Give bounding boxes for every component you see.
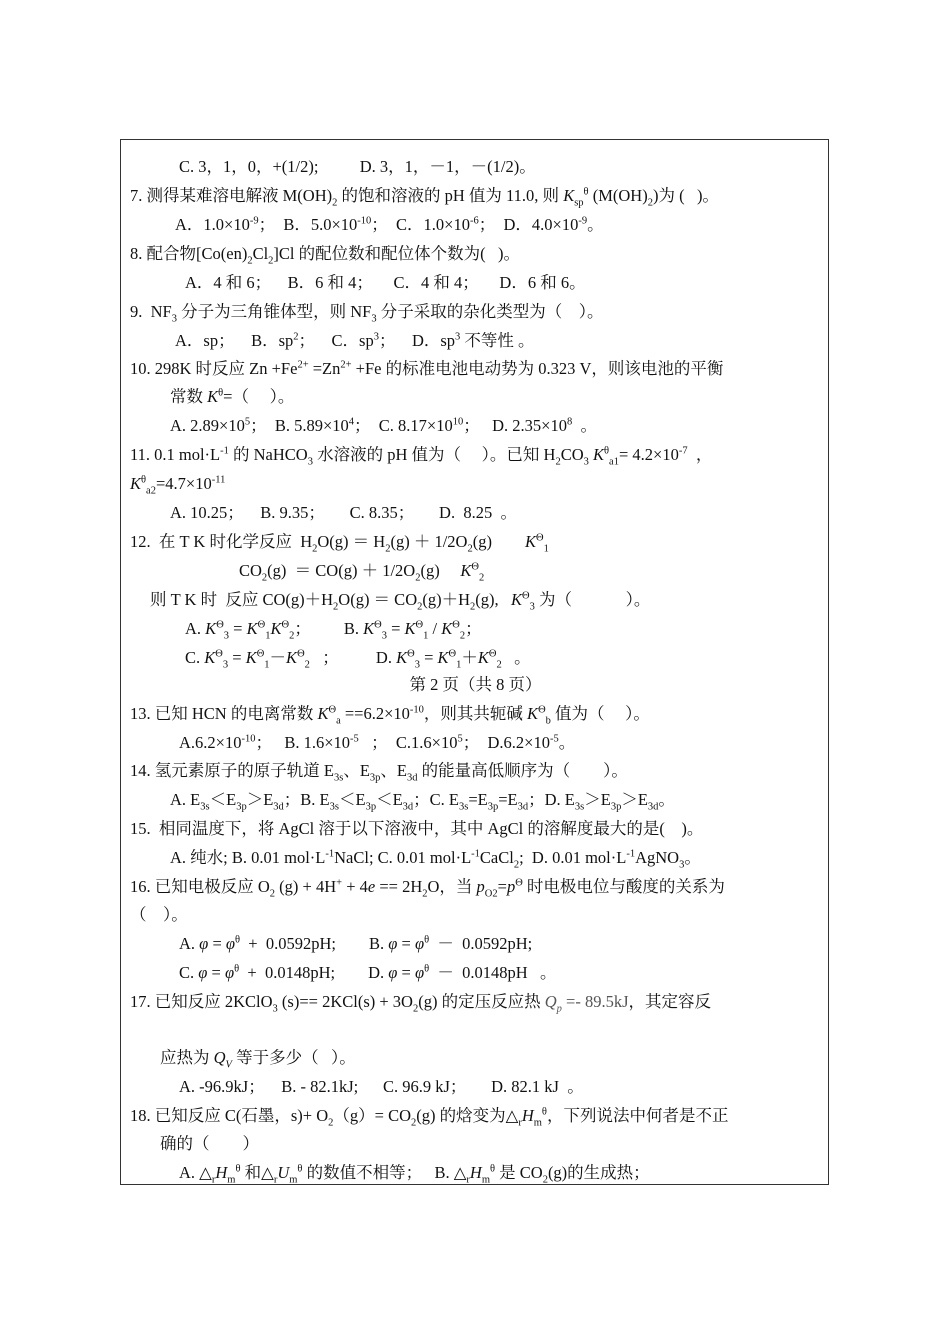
line-q8-options: A．4 和 6； B．6 和 4； C．4 和 4； D．6 和 6。: [185, 273, 586, 292]
line-q16-options-ab: A. $\varphi = \varphi^\theta + 0.0592pH$; B. $\varphi = \varphi^\theta - 0.0592pH$;: [179, 934, 533, 953]
line-q16-options-cd: C. $\varphi = \varphi^\theta + 0.0148pH$; D. $\varphi = \varphi^\theta - 0.0148pH$ 。: [179, 963, 557, 982]
line-q9-options: A．sp； B．$sp^2$； C．$sp^3$； D．$sp^3$ 不等性 。: [175, 331, 535, 350]
question-frame: [120, 139, 829, 1185]
line-q7-options: A．$1.0\times 10^{-9}$； B．$5.0\times 10^{-10}$； C．$1.0\times 10^{-6}$； D．$4.0\times 10^{-9}$。: [175, 215, 604, 234]
line-q17-options: A. -96.9kJ； B. - 82.1kJ; C. 96.9 kJ； D. 82.1 kJ 。: [179, 1077, 584, 1096]
line-q14-options: A. $E_{3s}<E_{3p}>E_{3d}$；B. $E_{3s}<E_{3p}<E_{3d}$；C. $E_{3s}=E_{3p}=E_{3d}$；D. $E_{3s}>E_{3p}>E_{3d}$。: [170, 790, 675, 813]
line-q11-options: A. 10.25； B. 9.35； C. 8.35； D. 8.25 。: [170, 503, 517, 522]
line-q9: 9. $NF_3$ 分子为三角锥体型，则 $NF_3$ 分子采取的杂化类型为（ ）。: [130, 302, 604, 325]
line-0: C. 3，1，0，+(1/2); D. 3，1，－1，－(1/2)。: [179, 157, 536, 176]
line-q11-cont: $K^\theta_{a2}=4.7\times 10^{-11}$: [130, 474, 226, 497]
line-q16-cont: （ ）。: [130, 905, 188, 924]
page-footer: 第 2 页（共 8 页）: [409, 675, 542, 694]
line-q16: 16. 已知电极反应 $O_2$ $(g) + 4H^+ + 4e == 2H_2O$，当 $p_{O2}=p^\Theta$ 时电极电位与酸度的关系为: [130, 877, 725, 900]
line-q7: 7. 测得某难溶电解液 $M(OH)_2$ 的饱和溶液的 pH 值为 11.0, 则 $K_{sp}^\theta$ $(M(OH)_2)$为 ( )。: [130, 186, 719, 209]
line-q12-question: 则 T K 时 反应 $CO(g)+H_2O(g) = CO_2(g)+H_2(g)$, $K^\Theta_3$ 为（ ）。: [150, 590, 651, 613]
line-q10-options: A. $2.89\times 10^5$； B. $5.89\times 10^4$； C. $8.17\times 10^{10}$； D. $2.35\times 10^8$ 。: [170, 416, 597, 435]
line-q11: 11. 0.1 $mol\cdot L^{-1}$ 的 NaHCO$_3$ 水溶液的 pH 值为（ ）。已知 $H_2CO_3$ $K^\theta_{a1}= 4.2\times 10^{-7}$ ，: [130, 445, 713, 468]
line-q10: 10. 298K 时反应 $Zn +Fe^{2+} =Zn^{2+} +Fe$ 的标准电池电动势为 0.323 V，则该电池的平衡: [130, 359, 724, 378]
line-q13: 13. 已知 HCN 的电离常数 $K^\Theta_a ==6.2\times 10^{-10}$，则其共轭碱 $K^\Theta_b$ 值为（ ）。: [130, 704, 650, 727]
line-q12-options-ab: A. $K^\Theta_3 = K^\Theta_1K^\Theta_2$； B. $K^\Theta_3 = K^\Theta_1 / K^\Theta_2$；: [185, 619, 482, 642]
line-q12-options-cd: C. $K^\Theta_3 = K^\Theta_1-K^\Theta_2$ ； D. $K^\Theta_3 = K^\Theta_1+K^\Theta_2$ 。: [185, 648, 531, 671]
line-q13-options: $A.6.2\times 10^{-10}$； B. $1.6\times 10^{-5}$ ； $C.1.6\times 10^5$； $D.6.2\times 10^{-5}$。: [179, 733, 576, 752]
line-q12: 12. 在 T K 时化学反应 $H_2O(g) = H_2(g) + 1/2O_2(g)$ $K^\Theta_1$: [130, 532, 549, 555]
line-q10-cont: 常数 $K^\theta=$（ ）。: [170, 387, 295, 406]
line-q18: 18. 已知反应 C(石墨，$s)+ O_2(g)= CO_2(g)$ 的焓变为$\triangle_rH_m^\theta$，下列说法中何者是不正: [130, 1106, 729, 1129]
line-q14: 14. 氢元素原子的原子轨道 $E_{3s}$、$E_{3p}$、$E_{3d}$ 的能量高低顺序为（ ）。: [130, 761, 628, 784]
line-q17-cont: 应热为 $Q_V$ 等于多少（ ）。: [160, 1048, 356, 1071]
line-q17: 17. 已知反应 2KClO$_3$ $(s)== 2KCl(s) + 3O_2(g)$ 的定压反应热 $Q_p =- 89.5kJ$，其定容反: [130, 992, 711, 1015]
line-q18-options-ab: A. $\triangle_rH_m^\theta$ 和$\triangle_rU_m^\theta$ 的数值不相等； B. $\triangle_rH_m^\theta$ 是 $CO_2(g)$的生成热；: [179, 1163, 650, 1186]
line-q15-options: A. 纯水; B. 0.01 $mol\cdot L^{-1}NaCl$; C. 0.01 $mol\cdot L^{-1}CaCl_2$; D. 0.01 $mol\cdot L^{-1}AgNO_3$。: [170, 848, 701, 871]
line-q8: 8. 配合物$[Co(en)_2Cl_2]Cl$ 的配位数和配位体个数为( )。: [130, 244, 520, 267]
line-q15: 15. 相同温度下，将 AgCl 溶于以下溶液中，其中 AgCl 的溶解度最大的是( )。: [130, 819, 704, 838]
line-q18-cont: 确的（ ）: [160, 1134, 259, 1153]
line-q12-reaction2: $CO_2(g) = CO(g) + 1/2O_2(g)$ $K^\Theta_2$: [239, 561, 485, 584]
